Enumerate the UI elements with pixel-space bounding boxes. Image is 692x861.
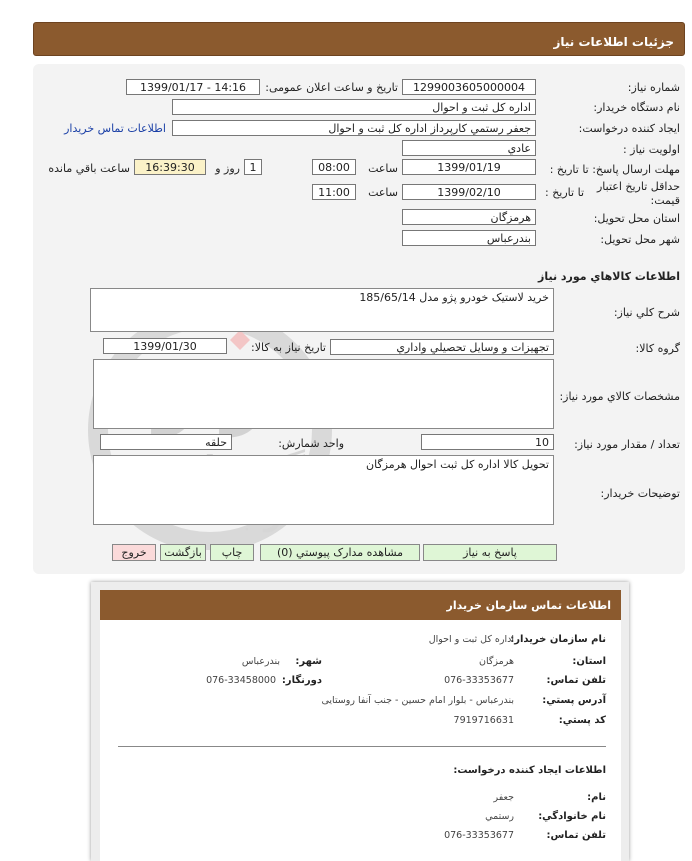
days-label: روز و bbox=[215, 162, 240, 175]
announce-field: 1399/01/17 - 14:16 bbox=[126, 79, 260, 95]
validity-time-field: 11:00 bbox=[312, 184, 356, 200]
deadline-time-label: ساعت bbox=[368, 162, 398, 175]
unit-label: واحد شمارش: bbox=[278, 437, 344, 450]
priority-label: اولویت نیاز : bbox=[622, 143, 680, 156]
province-field: هرمزگان bbox=[402, 209, 536, 225]
card-address-value: بندرعباس - بلوار امام حسین - جنب آنفا روستایی bbox=[321, 695, 514, 706]
card-fax-label: دورنگار: bbox=[281, 675, 322, 686]
city-field: بندرعباس bbox=[402, 230, 536, 246]
card-province-label: استان: bbox=[572, 656, 606, 667]
validity-to-label: تا تاریخ : bbox=[545, 186, 584, 199]
need-date-field: 1399/01/30 bbox=[103, 338, 227, 354]
days-field: 1 bbox=[244, 159, 262, 175]
card-city-value: بندرعباس bbox=[241, 656, 280, 667]
contact-card-title: اطلاعات تماس سازمان خریدار bbox=[100, 590, 621, 620]
deadline-label: مهلت ارسال پاسخ: تا تاریخ : bbox=[549, 163, 680, 176]
province-label: استان محل تحویل: bbox=[593, 212, 680, 225]
need-date-label: تاریخ نیاز به کالا: bbox=[251, 341, 326, 354]
validity-date-field: 1399/02/10 bbox=[402, 184, 536, 200]
view-attachments-button[interactable]: مشاهده مدارک پیوستي (0) bbox=[260, 544, 420, 561]
summary-label: شرح کلي نیاز: bbox=[613, 306, 680, 319]
desc-label: توضیحات خریدار: bbox=[600, 487, 680, 500]
summary-text: خرید لاستیک خودرو پژو مدل 185/65/14 bbox=[359, 291, 549, 304]
card-org-label: نام سازمان خریدار: bbox=[510, 634, 606, 645]
card-phone-label: تلفن تماس: bbox=[546, 675, 606, 686]
buyer-org-label: نام دستگاه خریدار: bbox=[593, 101, 680, 114]
card-org-value: اداره کل ثبت و احوال bbox=[428, 634, 514, 645]
desc-textarea bbox=[93, 455, 554, 525]
card-postal-label: کد پستي: bbox=[558, 715, 606, 726]
card-first-name-label: نام: bbox=[587, 792, 606, 803]
card-first-name-value: جعفر bbox=[493, 792, 514, 803]
respond-button[interactable]: پاسخ به نیاز bbox=[423, 544, 557, 561]
card-fax-value: 076-33458000 bbox=[206, 675, 276, 686]
card-phone-value: 076-33353677 bbox=[444, 675, 514, 686]
exit-button[interactable]: خروج bbox=[112, 544, 156, 561]
goods-section-title: اطلاعات کالاهاي مورد نیاز bbox=[538, 270, 680, 283]
specs-text bbox=[94, 360, 553, 364]
remaining-time-field: 16:39:30 bbox=[134, 159, 206, 175]
need-number-label: شماره نیاز: bbox=[627, 81, 680, 94]
contact-card-body bbox=[100, 620, 621, 861]
card-address-label: آدرس پستي: bbox=[542, 695, 606, 706]
qty-field: 10 bbox=[421, 434, 554, 450]
specs-textarea bbox=[93, 359, 554, 429]
card-creator-phone-label: تلفن تماس: bbox=[546, 830, 606, 841]
requester-label: ایجاد کننده درخواست: bbox=[578, 122, 680, 135]
priority-field: عادي bbox=[402, 140, 536, 156]
deadline-date-field: 1399/01/19 bbox=[402, 159, 536, 175]
summary-textarea bbox=[90, 288, 554, 332]
desc-text: تحویل کالا اداره کل ثبت احوال هرمزگان bbox=[366, 458, 549, 471]
need-number-field: 1299003605000004 bbox=[402, 79, 536, 95]
card-city-label: شهر: bbox=[295, 656, 322, 667]
card-postal-value: 7919716631 bbox=[453, 715, 514, 726]
card-divider bbox=[118, 746, 606, 747]
city-label: شهر محل تحویل: bbox=[600, 233, 680, 246]
remaining-label: ساعت باقي مانده bbox=[48, 162, 130, 175]
card-province-value: هرمزگان bbox=[479, 656, 514, 667]
group-label: گروه کالا: bbox=[635, 342, 680, 355]
requester-field: جعفر رستمي کارپرداز اداره کل ثبت و احوال bbox=[172, 120, 536, 136]
validity-label-1: حداقل تاریخ اعتبار bbox=[596, 180, 680, 193]
buyer-contact-link[interactable]: اطلاعات تماس خریدار bbox=[64, 122, 166, 135]
back-button[interactable]: بازگشت bbox=[160, 544, 206, 561]
buyer-org-field: اداره کل ثبت و احوال bbox=[172, 99, 536, 115]
page-header: جزئیات اطلاعات نیاز bbox=[33, 22, 685, 56]
card-last-name-label: نام خانوادگي: bbox=[538, 811, 606, 822]
deadline-time-field: 08:00 bbox=[312, 159, 356, 175]
validity-time-label: ساعت bbox=[368, 186, 398, 199]
print-button[interactable]: چاپ bbox=[210, 544, 254, 561]
card-creator-phone-value: 076-33353677 bbox=[444, 830, 514, 841]
unit-field: حلقه bbox=[100, 434, 232, 450]
announce-label: تاریخ و ساعت اعلان عمومی: bbox=[265, 81, 398, 94]
qty-label: تعداد / مقدار مورد نیاز: bbox=[574, 438, 680, 451]
specs-label: مشخصات کالاي مورد نیاز: bbox=[559, 390, 680, 403]
validity-label-2: قیمت: bbox=[650, 194, 680, 207]
group-field: تجهیزات و وسایل تحصیلي واداري bbox=[330, 339, 554, 355]
card-last-name-value: رستمي bbox=[485, 811, 514, 822]
card-creator-title: اطلاعات ایجاد کننده درخواست: bbox=[453, 765, 606, 776]
